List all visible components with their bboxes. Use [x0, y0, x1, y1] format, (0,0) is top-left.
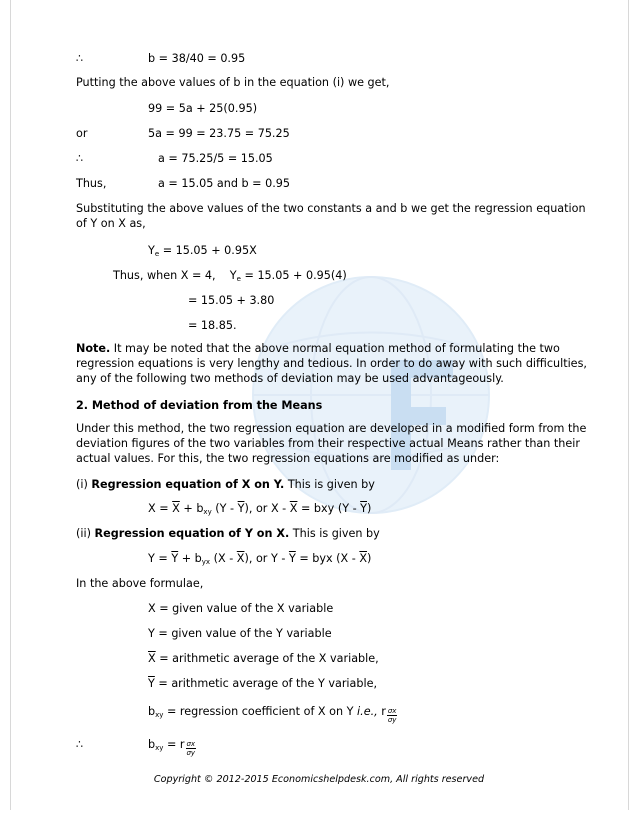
definition-x: X = given value of the X variable	[148, 602, 334, 615]
equation-constants: a = 15.05 and b = 0.95	[158, 177, 291, 190]
paragraph-substituting-line2: of Y on X as,	[76, 217, 146, 230]
equation-a-value: a = 75.25/5 = 15.05	[158, 152, 273, 165]
word-or: or	[76, 127, 88, 140]
paragraph-substituting-line1: Substituting the above values of the two constants a and b we get the regression equation	[76, 202, 586, 215]
paragraph-method-line3: actual values. For this, the two regression equations are modified as under:	[76, 452, 500, 465]
copyright-footer: Copyright © 2012-2015 Economicshelpdesk.com, All rights reserved	[153, 774, 485, 785]
definition-x-bar: $\overline{X}$ = arithmetic average of the X variable,	[148, 652, 379, 665]
paragraph-putting-values: Putting the above values of b in the equation (i) we get,	[76, 76, 390, 89]
sigma-fraction: $\frac{\sigma x}{\sigma y}$	[186, 740, 196, 757]
note-line1: Note. It may be noted that the above normal equation method of formulating the two	[76, 342, 560, 355]
paragraph-method-line1: Under this method, the two regression equation are developed in a modified form from the	[76, 422, 587, 435]
therefore-symbol: ∴	[76, 738, 84, 751]
therefore-symbol: ∴	[76, 152, 84, 165]
definition-y: Y = given value of the Y variable	[148, 627, 332, 640]
sigma-fraction: $\frac{\sigma x}{\sigma y}$	[387, 707, 397, 724]
item-ii-heading: (ii) Regression equation of Y on X. This is given by	[76, 527, 380, 540]
equation-bxy-final: $b_{xy} = r$ $\frac{\sigma x}{\sigma y}$	[148, 738, 196, 757]
definition-bxy: $b_{xy}$ = regression coefficient of X on Y i.e., r $\frac{\sigma x}{\sigma y}$	[148, 705, 397, 724]
equation-99: 99 = 5a + 25(0.95)	[148, 102, 258, 115]
calc-step-2: = 18.85.	[188, 319, 237, 332]
definition-y-bar: $\overline{Y}$ = arithmetic average of the Y variable,	[148, 677, 378, 690]
note-line3: any of the following two methods of deviation may be used advantageously.	[76, 372, 504, 385]
regression-equation-ye: $Y_e = 15.05 + 0.95X$	[148, 244, 257, 258]
equation-y-on-x: $Y = \overline{Y} + b_{yx}$ $(X - \overline{X})$, or Y - $\overline{Y}$ = byx $(X - \overline{X})$	[148, 552, 372, 566]
equation-x-on-y: $X = \overline{X} + b_{xy}$ $(Y - \overline{Y})$, or X - $\overline{X}$ = bxy $(Y - \overline{Y})$	[148, 502, 372, 516]
therefore-symbol: ∴	[76, 52, 84, 65]
word-thus: Thus,	[76, 177, 107, 190]
formulae-intro: In the above formulae,	[76, 577, 204, 590]
example-x-4: Thus, when X = 4, $Y_e = 15.05 + 0.95(4)$	[113, 269, 347, 283]
calc-step-1: = 15.05 + 3.80	[188, 294, 275, 307]
paragraph-method-line2: deviation figures of the two variables from their respective actual Means rather than their	[76, 437, 580, 450]
section-heading: 2. Method of deviation from the Means	[76, 399, 323, 412]
equation-b-value: b = 38/40 = 0.95	[148, 52, 246, 65]
note-line2: regression equations is very lengthy and tedious. In order to do away with such difficulties,	[76, 357, 587, 370]
item-i-heading: (i) Regression equation of X on Y. This is given by	[76, 478, 375, 491]
note-label: Note.	[76, 342, 111, 355]
equation-5a: 5a = 99 = 23.75 = 75.25	[148, 127, 290, 140]
